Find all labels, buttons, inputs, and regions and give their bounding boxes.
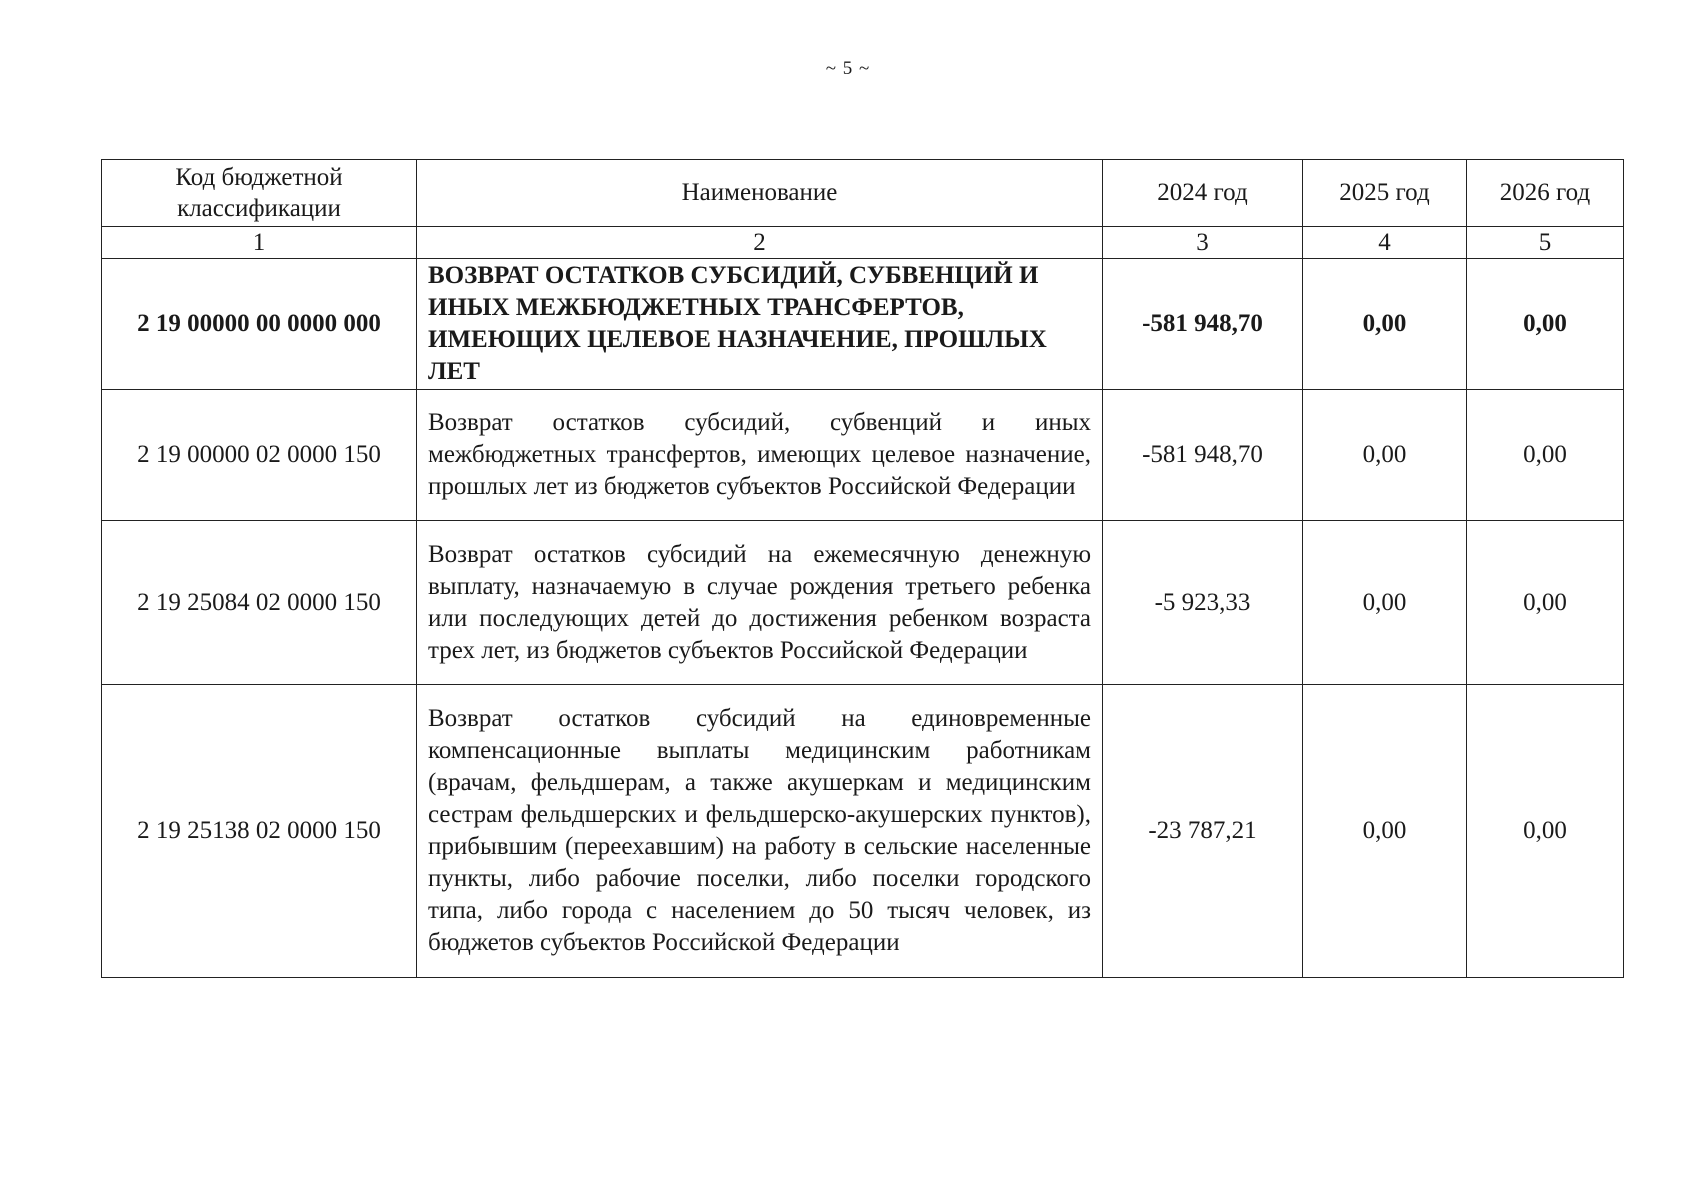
table-row <box>102 685 1624 978</box>
row-value-2024: -581 948,70 <box>1103 390 1303 521</box>
page-number: ~ 5 ~ <box>825 58 871 79</box>
row-value-2026: 0,00 <box>1467 685 1624 978</box>
row-name: Возврат остатков субсидий на единовременные компенсационные выплаты медицинским работникам (врачам, фельдшерам, а также акушеркам и медицинским сестрам фельдшерских и фельдшерско-акушерских пунктов), прибывшим (переехавшим) на работу в сельские населенные пункты, либо рабочие поселки, либо поселки городского типа, либо города с населением до 50 тысяч человек, из бюджетов субъектов Российской Федерации <box>417 685 1103 978</box>
table-row <box>102 390 1624 521</box>
column-number: 1 <box>102 227 417 259</box>
row-name: Возврат остатков субсидий, субвенций и иных межбюджетных трансфертов, имеющих целевое назначение, прошлых лет из бюджетов субъектов Российской Федерации <box>417 390 1103 521</box>
header-2024: 2024 год <box>1103 160 1303 227</box>
row-value-2024: -23 787,21 <box>1103 685 1303 978</box>
row-code: 2 19 25138 02 0000 150 <box>102 685 417 978</box>
budget-table-container <box>101 159 1623 978</box>
header-2025: 2025 год <box>1303 160 1467 227</box>
row-value-2025: 0,00 <box>1303 521 1467 685</box>
row-code: 2 19 00000 02 0000 150 <box>102 390 417 521</box>
table-header-row <box>102 160 1624 227</box>
row-value-2025: 0,00 <box>1303 390 1467 521</box>
row-value-2024: -581 948,70 <box>1103 259 1303 390</box>
row-value-2026: 0,00 <box>1467 521 1624 685</box>
row-value-2024: -5 923,33 <box>1103 521 1303 685</box>
header-name: Наименование <box>417 160 1103 227</box>
row-value-2025: 0,00 <box>1303 259 1467 390</box>
row-value-2026: 0,00 <box>1467 390 1624 521</box>
row-name: ВОЗВРАТ ОСТАТКОВ СУБСИДИЙ, СУБВЕНЦИЙ И ИНЫХ МЕЖБЮДЖЕТНЫХ ТРАНСФЕРТОВ, ИМЕЮЩИХ ЦЕЛЕВОЕ НАЗНАЧЕНИЕ, ПРОШЛЫХ ЛЕТ <box>417 259 1103 390</box>
column-number: 3 <box>1103 227 1303 259</box>
table-row <box>102 521 1624 685</box>
row-code: 2 19 00000 00 0000 000 <box>102 259 417 390</box>
header-2026: 2026 год <box>1467 160 1624 227</box>
column-number: 5 <box>1467 227 1624 259</box>
row-name: Возврат остатков субсидий на ежемесячную денежную выплату, назначаемую в случае рождения третьего ребенка или последующих детей до достижения ребенком возраста трех лет, из бюджетов субъектов Российской Федерации <box>417 521 1103 685</box>
column-number: 4 <box>1303 227 1467 259</box>
column-number-row <box>102 227 1624 259</box>
budget-table <box>101 159 1624 978</box>
row-value-2025: 0,00 <box>1303 685 1467 978</box>
header-code: Код бюджетной классификации <box>102 160 417 227</box>
row-code: 2 19 25084 02 0000 150 <box>102 521 417 685</box>
table-row <box>102 259 1624 390</box>
column-number: 2 <box>417 227 1103 259</box>
row-value-2026: 0,00 <box>1467 259 1624 390</box>
